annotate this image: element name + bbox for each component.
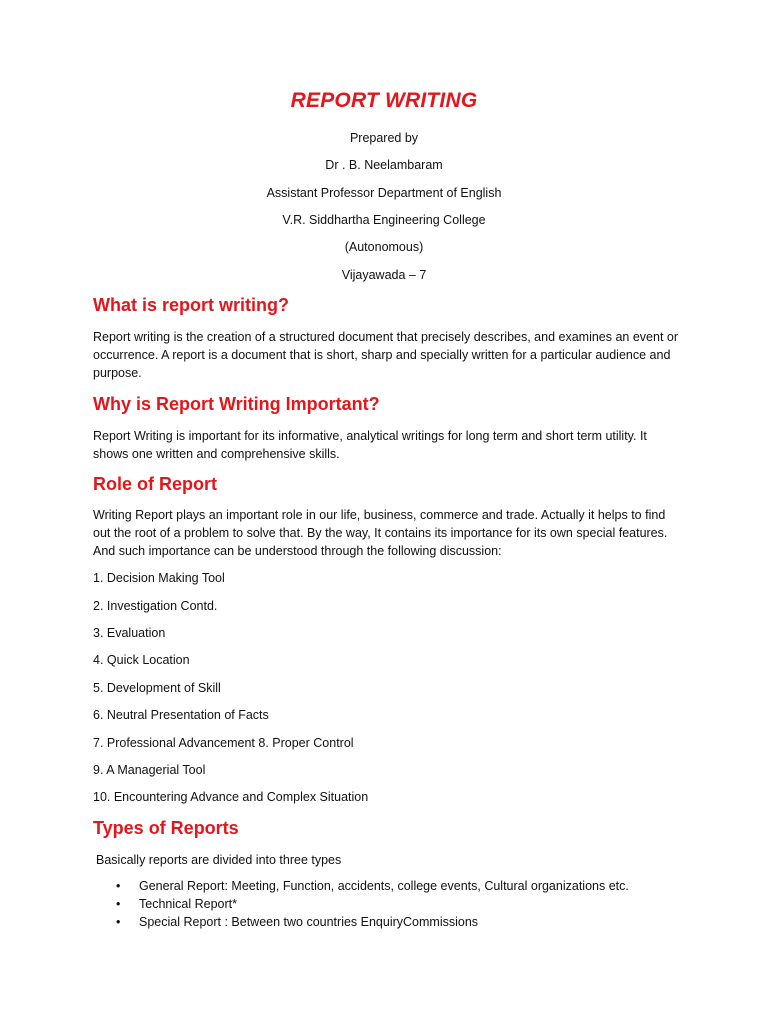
college-city: Vijayawada – 7 [341, 268, 427, 282]
bullet-icon: • [116, 879, 121, 893]
author-designation: Assistant Professor Department of English [266, 186, 502, 200]
role-list-item: 2. Investigation Contd. [93, 599, 218, 613]
role-list-item: 6. Neutral Presentation of Facts [93, 708, 269, 722]
why-important-paragraph: Report Writing is important for its informative, analytical writings for long term and short term utility. It shows one written and comprehensive skills. [93, 429, 647, 461]
bullet-text: Special Report : Between two countries EnquiryCommissions [139, 915, 479, 929]
list-item [93, 895, 693, 913]
bullet-icon: • [116, 897, 121, 911]
list-item [93, 877, 693, 895]
why-important-heading: Why is Report Writing Important? [93, 394, 380, 414]
role-list-item: 9. A Managerial Tool [93, 763, 206, 777]
types-heading: Types of Reports [93, 818, 239, 838]
author-name: Dr . B. Neelambaram [325, 158, 443, 172]
types-intro: Basically reports are divided into three types [96, 853, 342, 867]
role-heading: Role of Report [93, 474, 217, 494]
prepared-by-label: Prepared by [349, 131, 419, 145]
types-bullet-list [93, 877, 693, 931]
role-list-item: 10. Encountering Advance and Complex Situation [93, 790, 369, 804]
role-list-item: 4. Quick Location [93, 653, 190, 667]
what-is-heading: What is report writing? [93, 295, 289, 315]
document-title: REPORT WRITING [290, 89, 478, 112]
college-name: V.R. Siddhartha Engineering College [282, 213, 486, 227]
bullet-icon: • [116, 915, 121, 929]
list-item [93, 913, 693, 931]
bullet-text: Technical Report* [139, 897, 237, 911]
role-paragraph: Writing Report plays an important role in our life, business, commerce and trade. Actually it helps to find out the root of a problem to solve that. By the way, It contains its importance for its own special features. And such importance can be understood through the following discussion: [93, 508, 668, 558]
what-is-paragraph: Report writing is the creation of a structured document that precisely describes, and examines an event or occurrence. A report is a document that is short, sharp and specially written for a particular audience and purpose. [93, 330, 679, 380]
college-status: (Autonomous) [344, 240, 424, 254]
role-list-item: 7. Professional Advancement 8. Proper Control [93, 736, 354, 750]
role-list-item: 5. Development of Skill [93, 681, 221, 695]
role-list-item: 1. Decision Making Tool [93, 571, 225, 585]
role-list-item: 3. Evaluation [93, 626, 166, 640]
bullet-text: General Report: Meeting, Function, accidents, college events, Cultural organizations etc. [139, 879, 629, 893]
